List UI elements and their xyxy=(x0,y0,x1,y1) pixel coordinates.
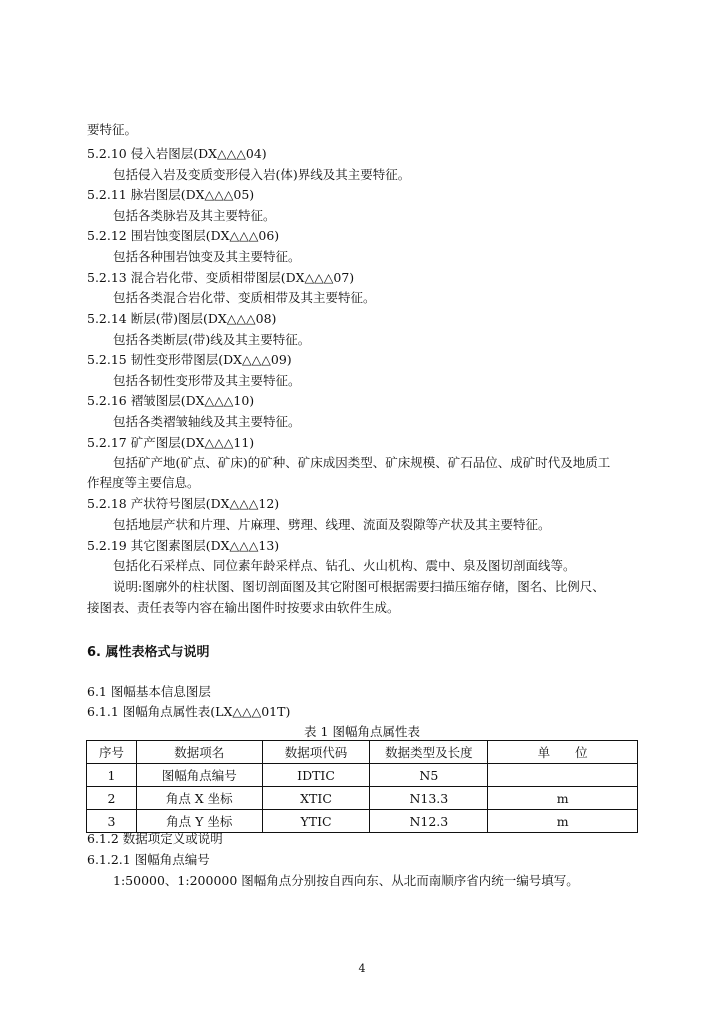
note-line: 接图表、责任表等内容在输出图件时按要求由软件生成。 xyxy=(87,600,400,615)
table-cell: N13.3 xyxy=(370,787,488,810)
subsection-title: 5.2.17 矿产图层(DX△△△11) xyxy=(87,435,255,450)
table-cell: m xyxy=(488,787,638,810)
table-cell xyxy=(488,764,638,787)
subsection-title: 5.2.16 褶皱图层(DX△△△10) xyxy=(87,393,255,408)
table-cell: 2 xyxy=(87,787,137,810)
table-cell: 角点 X 坐标 xyxy=(136,787,262,810)
subsection-title: 5.2.10 侵入岩图层(DX△△△04) xyxy=(87,146,267,161)
text-line: 包括各种围岩蚀变及其主要特征。 xyxy=(113,249,301,264)
table-row xyxy=(87,787,638,810)
subsection-title: 6.1.2 数据项定义或说明 xyxy=(87,831,223,846)
page-number: 4 xyxy=(358,962,366,975)
text-line: 包括各类脉岩及其主要特征。 xyxy=(113,208,276,223)
table-header-row xyxy=(87,741,638,764)
subsection-title: 6.1.1 图幅角点属性表(LX△△△01T) xyxy=(87,704,291,719)
table-cell: 角点 Y 坐标 xyxy=(136,810,262,833)
table-header-cell: 单 位 xyxy=(488,741,638,764)
table-cell: N5 xyxy=(370,764,488,787)
text-line: 包括侵入岩及变质变形侵入岩(体)界线及其主要特征。 xyxy=(113,167,411,182)
text-line: 1:50000、1:200000 图幅角点分别按自西向东、从北而南顺序省内统一编号填写。 xyxy=(113,873,579,888)
table-cell: 图幅角点编号 xyxy=(136,764,262,787)
table-header-cell: 数据类型及长度 xyxy=(370,741,488,764)
subsection-title: 6.1.2.1 图幅角点编号 xyxy=(87,852,210,867)
subsection-title: 5.2.15 韧性变形带图层(DX△△△09) xyxy=(87,352,292,367)
table-cell: YTIC xyxy=(262,810,370,833)
note-line: 说明:图廓外的柱状图、图切剖面图及其它附图可根据需要扫描压缩存储，图名、比例尺、 xyxy=(113,579,605,594)
text-line: 要特征。 xyxy=(87,122,138,137)
attribute-table xyxy=(86,740,638,833)
text-line: 作程度等主要信息。 xyxy=(87,475,200,490)
table-cell: XTIC xyxy=(262,787,370,810)
text-line: 包括化石采样点、同位素年龄采样点、钻孔、火山机构、震中、泉及图切剖面线等。 xyxy=(113,558,576,573)
text-line: 包括地层产状和片理、片麻理、劈理、线理、流面及裂隙等产状及其主要特征。 xyxy=(113,517,551,532)
subsection-title: 5.2.19 其它图素图层(DX△△△13) xyxy=(87,538,280,553)
text-line: 包括各类断层(带)线及其主要特征。 xyxy=(113,332,311,347)
subsection-title: 5.2.11 脉岩图层(DX△△△05) xyxy=(87,187,255,202)
section-heading: 6. 属性表格式与说明 xyxy=(87,645,210,660)
text-line: 包括各类褶皱轴线及其主要特征。 xyxy=(113,414,301,429)
table-cell: 3 xyxy=(87,810,137,833)
table-cell: 1 xyxy=(87,764,137,787)
table-cell: N12.3 xyxy=(370,810,488,833)
subsection-title: 5.2.13 混合岩化带、变质相带图层(DX△△△07) xyxy=(87,270,355,285)
table-caption: 表 1 图幅角点属性表 xyxy=(304,724,420,739)
subsection-title: 6.1 图幅基本信息图层 xyxy=(87,684,211,699)
table-header-cell: 序号 xyxy=(87,741,137,764)
table-row xyxy=(87,764,638,787)
table-header-cell: 数据项代码 xyxy=(262,741,370,764)
text-line: 包括各类混合岩化带、变质相带及其主要特征。 xyxy=(113,290,376,305)
subsection-title: 5.2.18 产状符号图层(DX△△△12) xyxy=(87,496,280,511)
table-cell: IDTIC xyxy=(262,764,370,787)
text-line: 包括矿产地(矿点、矿床)的矿种、矿床成因类型、矿床规模、矿石品位、成矿时代及地质工 xyxy=(113,455,611,470)
table-header-cell: 数据项名 xyxy=(136,741,262,764)
text-line: 包括各韧性变形带及其主要特征。 xyxy=(113,373,301,388)
subsection-title: 5.2.12 围岩蚀变图层(DX△△△06) xyxy=(87,228,280,243)
table-cell: m xyxy=(488,810,638,833)
subsection-title: 5.2.14 断层(带)图层(DX△△△08) xyxy=(87,311,277,326)
